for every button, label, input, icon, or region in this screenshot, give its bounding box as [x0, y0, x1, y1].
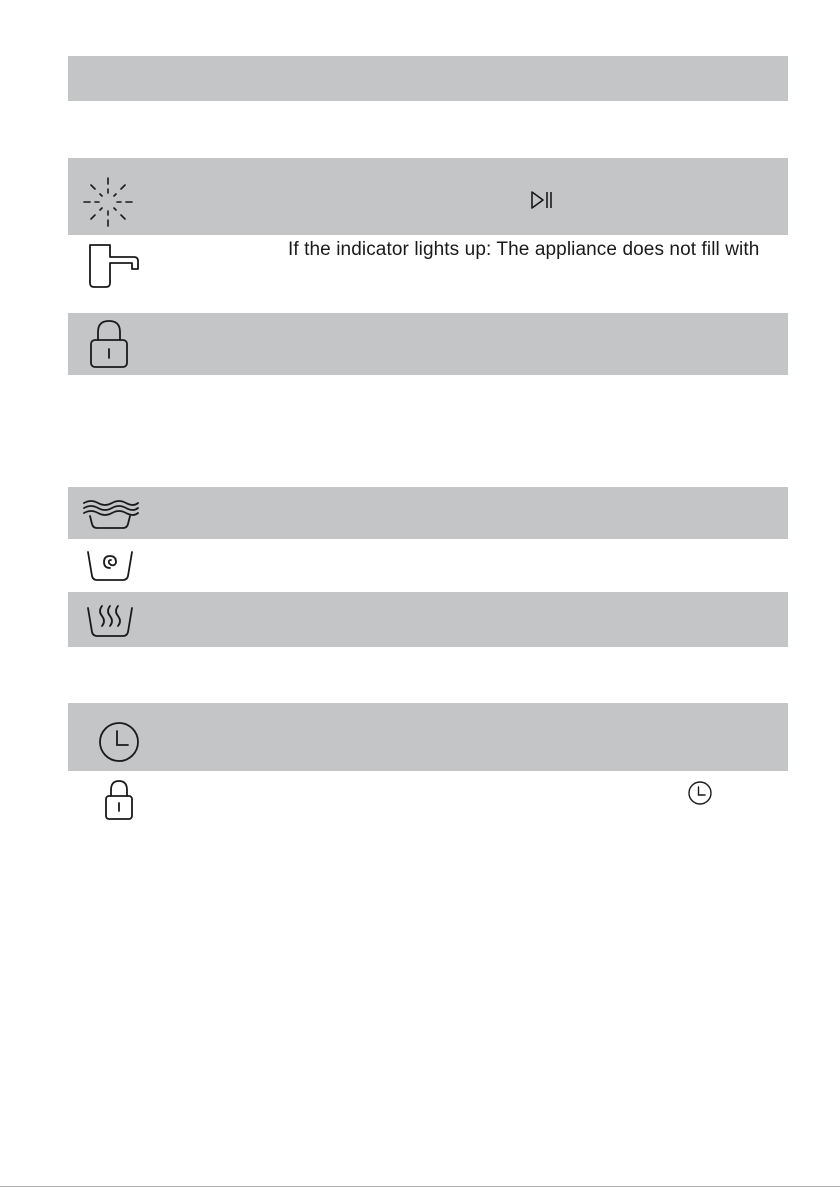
row-prewash — [68, 487, 788, 539]
child-lock-icon — [104, 779, 134, 821]
row-steam — [68, 592, 788, 647]
row-delay-start — [68, 703, 788, 771]
spin-icon — [84, 546, 136, 584]
clock-icon — [98, 721, 140, 763]
steam-icon — [84, 600, 136, 640]
row-door-lock — [68, 313, 788, 375]
header-band — [68, 56, 788, 101]
water-tap-description: If the indicator lights up: The appliance does not fill with — [288, 239, 760, 260]
page-bottom-line — [0, 1186, 840, 1187]
row-blinking-indicator — [68, 158, 788, 235]
play-pause-icon — [530, 190, 554, 210]
small-clock-icon — [687, 780, 713, 806]
door-lock-icon — [88, 318, 130, 370]
blinking-light-icon — [82, 176, 134, 228]
prewash-icon — [82, 498, 138, 530]
water-tap-icon — [86, 243, 138, 293]
